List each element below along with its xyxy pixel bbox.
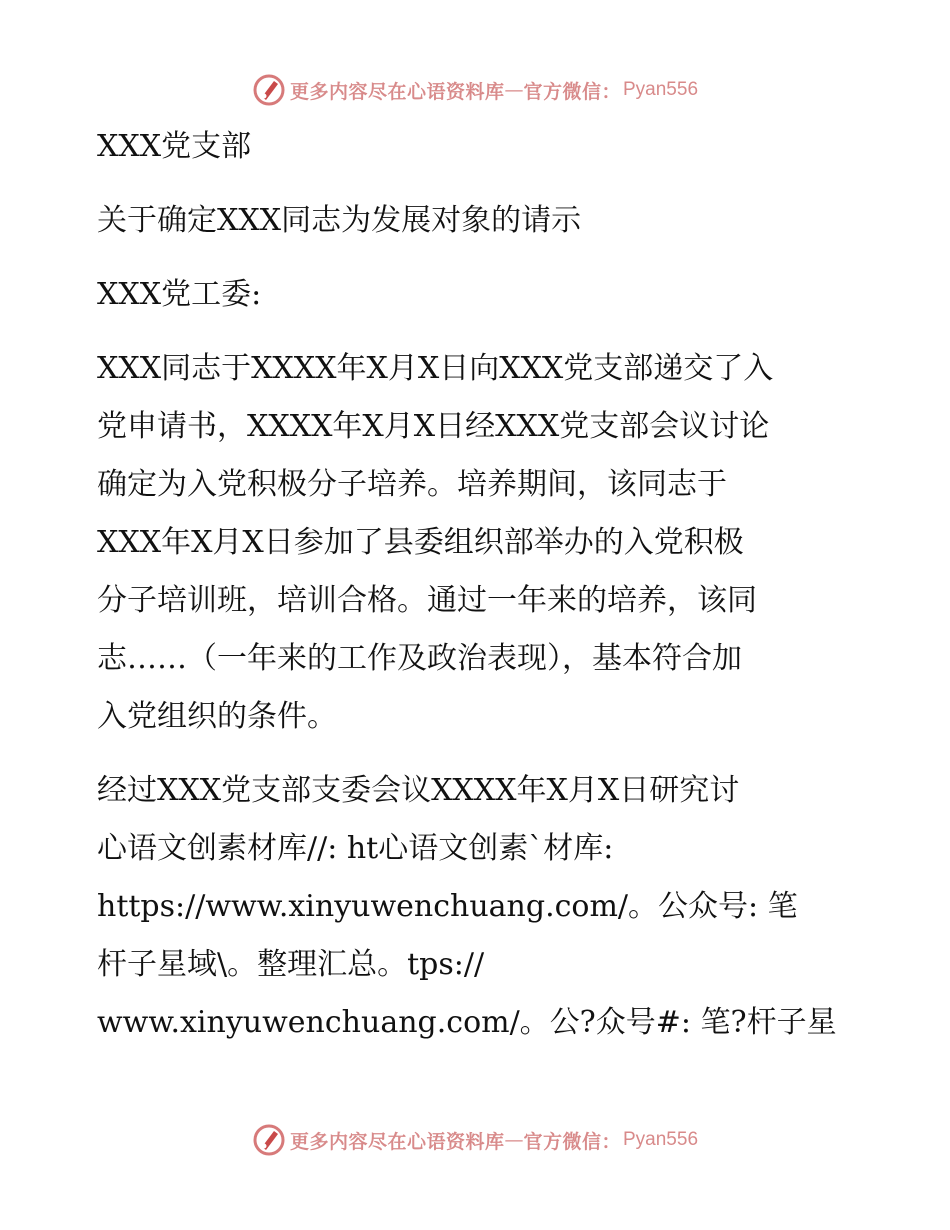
banner-wechat-id: Pyan556 <box>623 79 699 100</box>
banner-text: 更多内容尽在心语资料库 <box>289 80 505 103</box>
header-watermark-banner <box>0 70 950 110</box>
body-line: 杆子星域\。整理汇总。tps:// <box>97 947 485 982</box>
body-line: XXX同志于XXXX年X月X日向XXX党支部递交了入 <box>97 351 774 386</box>
banner-label: 官方微信： <box>523 1130 621 1153</box>
body-line: 党申请书，XXXX年X月X日经XXX党支部会议讨论 <box>97 409 770 444</box>
banner-dash: — <box>504 79 524 101</box>
document-body <box>97 118 857 1052</box>
body-line: 志……（一年来的工作及政治表现），基本符合加 <box>97 641 742 676</box>
banner-wechat-id: Pyan556 <box>623 1129 699 1150</box>
body-line: 心语文创素材库//: ht心语文创素`材库: <box>97 831 614 866</box>
banner-label: 官方微信： <box>523 80 621 103</box>
recipient: XXX党工委: <box>97 277 262 312</box>
body-line: XXX年X月X日参加了县委组织部举办的入党积极 <box>97 525 744 560</box>
banner-dash: — <box>504 1129 524 1151</box>
branch-name: XXX党支部 <box>97 129 252 164</box>
footer-watermark-banner <box>0 1120 950 1160</box>
body-line: www.xinyuwenchuang.com/。公?众号#: 笔?杆子星 <box>97 1005 837 1040</box>
body-line: 分子培训班，培训合格。通过一年来的培养，该同 <box>97 583 757 618</box>
body-line: https://www.xinyuwenchuang.com/。公众号: 笔 <box>97 889 798 924</box>
body-line: 确定为入党积极分子培养。培养期间，该同志于 <box>97 467 727 502</box>
document-title: 关于确定XXX同志为发展对象的请示 <box>97 203 582 238</box>
banner-text: 更多内容尽在心语资料库 <box>289 1130 505 1153</box>
body-line: 经过XXX党支部支委会议XXXX年X月X日研究讨 <box>97 773 740 808</box>
body-line: 入党组织的条件。 <box>97 699 337 734</box>
logo-icon <box>252 73 286 107</box>
logo-icon <box>252 1123 286 1157</box>
